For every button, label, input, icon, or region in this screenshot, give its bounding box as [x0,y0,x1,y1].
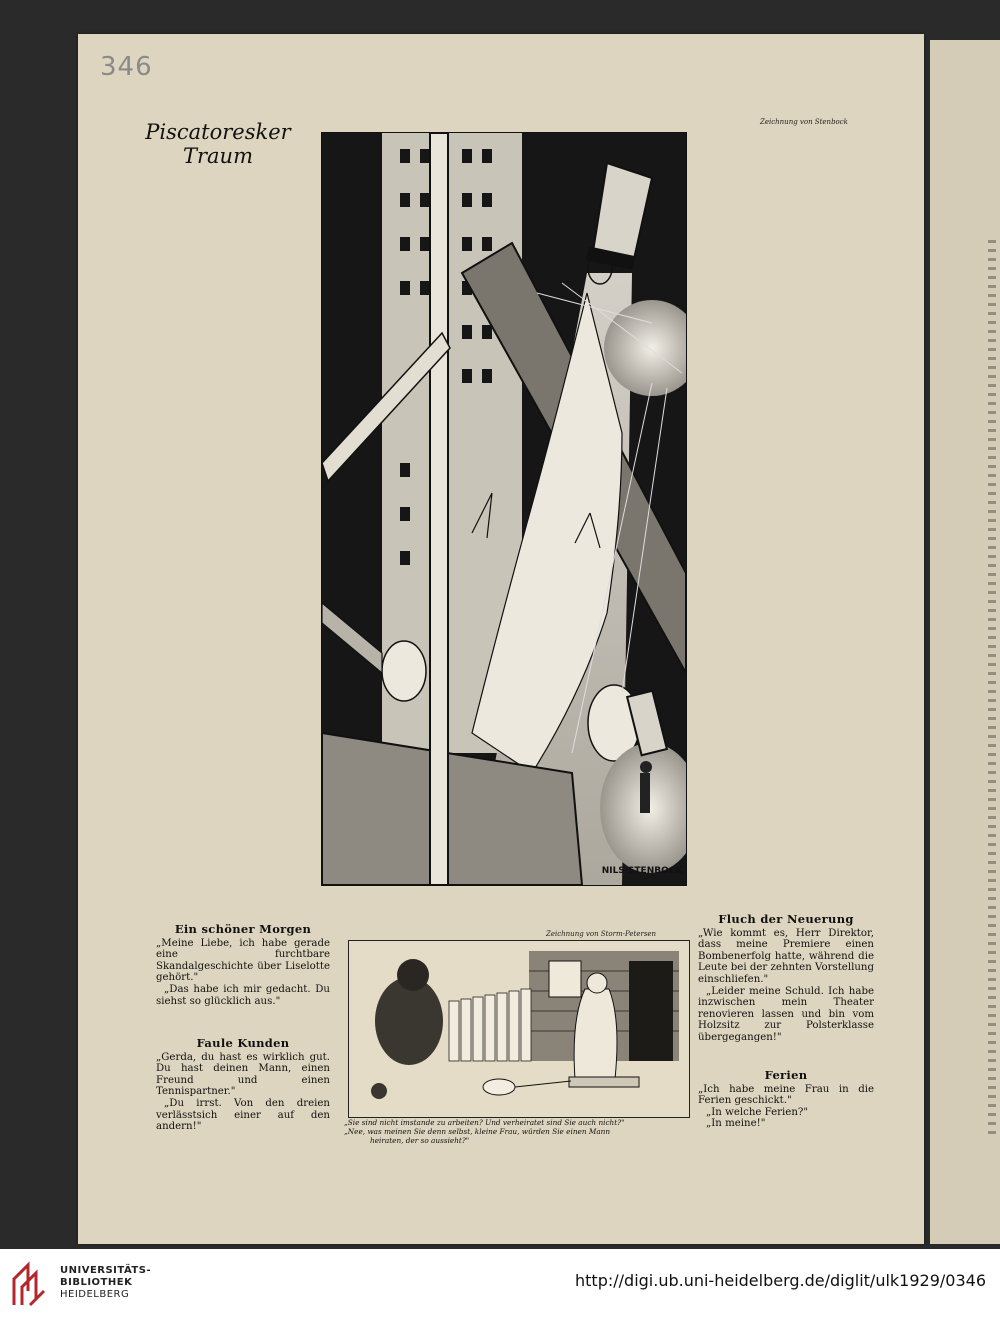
caption-line: heiraten, der so aussieht?" [370,1136,470,1145]
article-fluch-der-neuerung [698,914,874,1044]
article-paragraph: „Das habe ich mir gedacht. Du siehst so glücklich aus." [156,983,330,1007]
article-paragraph: „Meine Liebe, ich habe gerade eine furchtbare Skandalgeschichte über Liselotte gehört." [156,937,330,984]
caption-line: „Nee, was meinen Sie denn selbst, kleine Frau, würden Sie einen Mann [344,1127,611,1136]
stage-dream-drawing [322,133,686,885]
article-heading: Ferien [764,1068,808,1082]
article-schoener-morgen [156,924,330,1007]
small-illustration-credit: Zeichnung von Storm-Petersen [546,930,657,938]
small-illustration [348,940,690,1118]
library-name-line: BIBLIOTHEK [60,1277,133,1288]
article-paragraph: „In welche Ferien?" [706,1106,809,1118]
library-name [60,1265,151,1301]
main-illustration [321,132,687,886]
article-paragraph: „In meine!" [706,1118,766,1130]
article-paragraph: „Wie kommt es, Herr Direktor, dass meine Premiere einen Bombenerfolg hatte, während die Leute bei der zehnten Vorstellung einschliefen." [698,927,874,985]
article-paragraph: „Gerda, du hast es wirklich gut. Du hast deinen Mann, einen Freund und einen Tennispartner." [156,1051,330,1098]
library-logo-icon [10,1261,52,1309]
article-paragraph: „Leider meine Schuld. Ich habe inzwischen mein Theater renovieren lassen und bin vom Holzsitz zur Polsterklasse übergegangen!" [698,985,874,1043]
library-name-line: HEIDELBERG [60,1289,130,1300]
permalink-url[interactable]: http://digi.ub.uni-heidelberg.de/diglit/ulk1929/0346 [575,1271,986,1290]
caption-line: „Sie sind nicht imstande zu arbeiten? Und verheiratet sind Sie auch nicht?" [344,1118,625,1127]
adjacent-page-edge [930,40,1000,1244]
article-paragraph: „Ich habe meine Frau in die Ferien geschickt." [698,1083,874,1107]
article-heading: Fluch der Neuerung [718,912,854,926]
title-line-1: Piscatoresker [145,120,291,144]
pencil-page-number: 346 [100,52,153,82]
article-ferien [698,1070,874,1130]
main-illustration-credit: Zeichnung von Stenbock [760,118,848,126]
library-name-line: UNIVERSITÄTS- [60,1265,152,1276]
article-heading: Faule Kunden [196,1036,290,1050]
magazine-page [78,34,924,1244]
article-heading: Ein schöner Morgen [174,922,312,936]
article-paragraph: „Du irrst. Von den dreien verlässtsich einer auf den andern!" [156,1097,330,1133]
title-line-2: Traum [182,144,253,168]
small-illustration-caption [344,1118,694,1145]
viewer-footer [0,1249,1000,1321]
artist-signature: NILS STENBOCK [601,866,683,876]
page-title [138,120,298,168]
adjacent-page-text [988,240,996,1140]
street-scene-drawing [349,941,689,1117]
article-faule-kunden [156,1038,330,1133]
